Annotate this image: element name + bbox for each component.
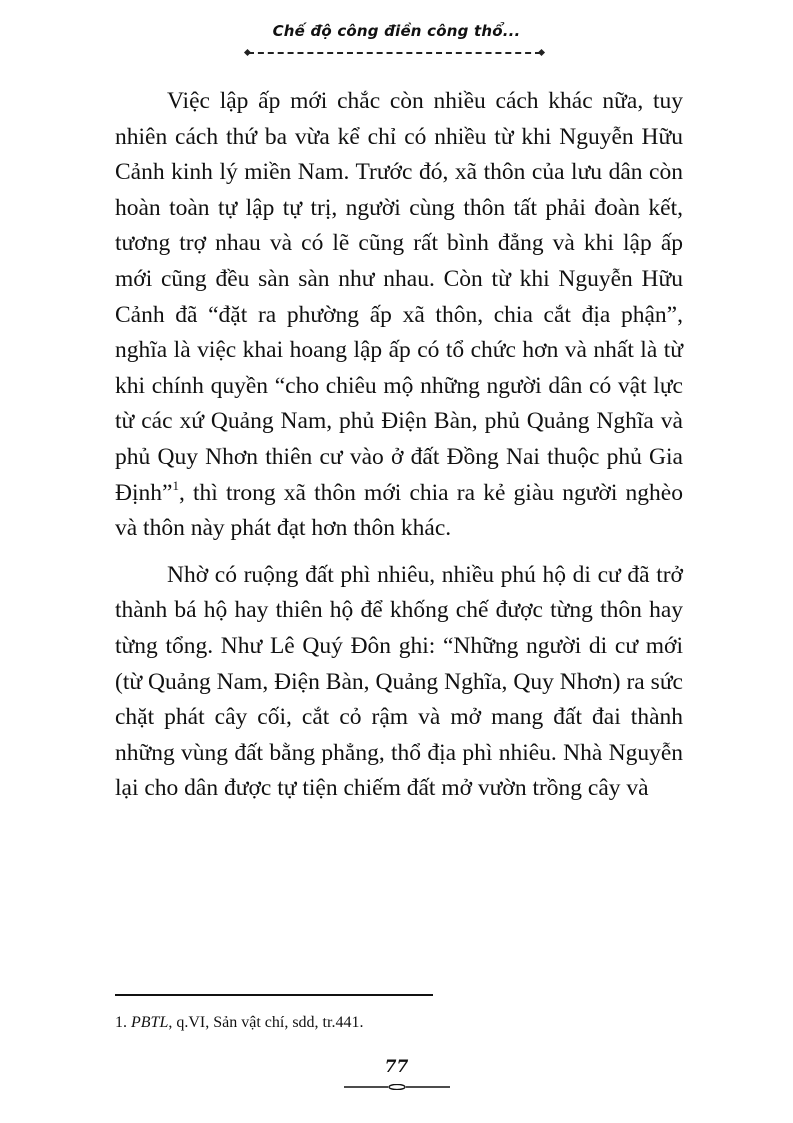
header-dashed-rule [248,52,541,54]
paragraph-1-text: Việc lập ấp mới chắc còn nhiều cách khác nữa, tuy nhiên cách thứ ba vừa kể chỉ có nhiều từ khi Nguyễn Hữu Cảnh kinh lý miền Nam. Trước đó, xã thôn của lưu dân còn hoàn toàn tự lập tự trị, người cùng thôn tất phải đoàn kết, tương trợ nhau và có lẽ cũng rất bình đẳng và khi lập ấp mới cũng đều sàn sàn như nhau. Còn từ khi Nguyễn Hữu Cảnh đã “đặt ra phường ấp xã thôn, chia cắt địa phận”, nghĩa là việc khai hoang lập ấp có tổ chức hơn và nhất là từ khi chính quyền “cho chiêu mộ những người dân có vật lực từ các xứ Quảng Nam, phủ Điện Bàn, phủ Quảng Nghĩa và phủ Quy Nhơn thiên cư vào ở đất Đồng Nai thuộc phủ Gia Định” [115,88,683,506]
paragraph-1 [115,84,683,547]
running-header: Chế độ công điền công thổ... [272,22,521,40]
footnote [115,1013,683,1033]
page-number-ornament [344,1084,450,1090]
body-text [115,84,683,807]
footnote-separator [115,994,433,996]
paragraph-2: Nhờ có ruộng đất phì nhiêu, nhiều phú hộ di cư đã trở thành bá hộ hay thiên hộ để khống chế được từng thôn hay từng tổng. Như Lê Quý Đôn ghi: “Những người di cư mới (từ Quảng Nam, Điện Bàn, Quảng Nghĩa, Quy Nhơn) ra sức chặt phát cây cối, cắt cỏ rậm và mở mang đất đai thành những vùng đất bằng phẳng, thổ địa phì nhiêu. Nhà Nguyễn lại cho dân được tự tiện chiếm đất mở vườn trồng cây và [115,561,683,802]
footnote-text: , q.VI, Sản vật chí, sdd, tr.441. [168,1014,364,1031]
footnote-source: PBTL [131,1014,169,1031]
footnote-number: 1. [115,1014,127,1031]
footnote-reference: 1 [172,477,179,493]
page-number: 77 [384,1057,409,1077]
paragraph-1-text-continued: , thì trong xã thôn mới chia ra kẻ giàu người nghèo và thôn này phát đạt hơn thôn khác. [115,479,683,542]
